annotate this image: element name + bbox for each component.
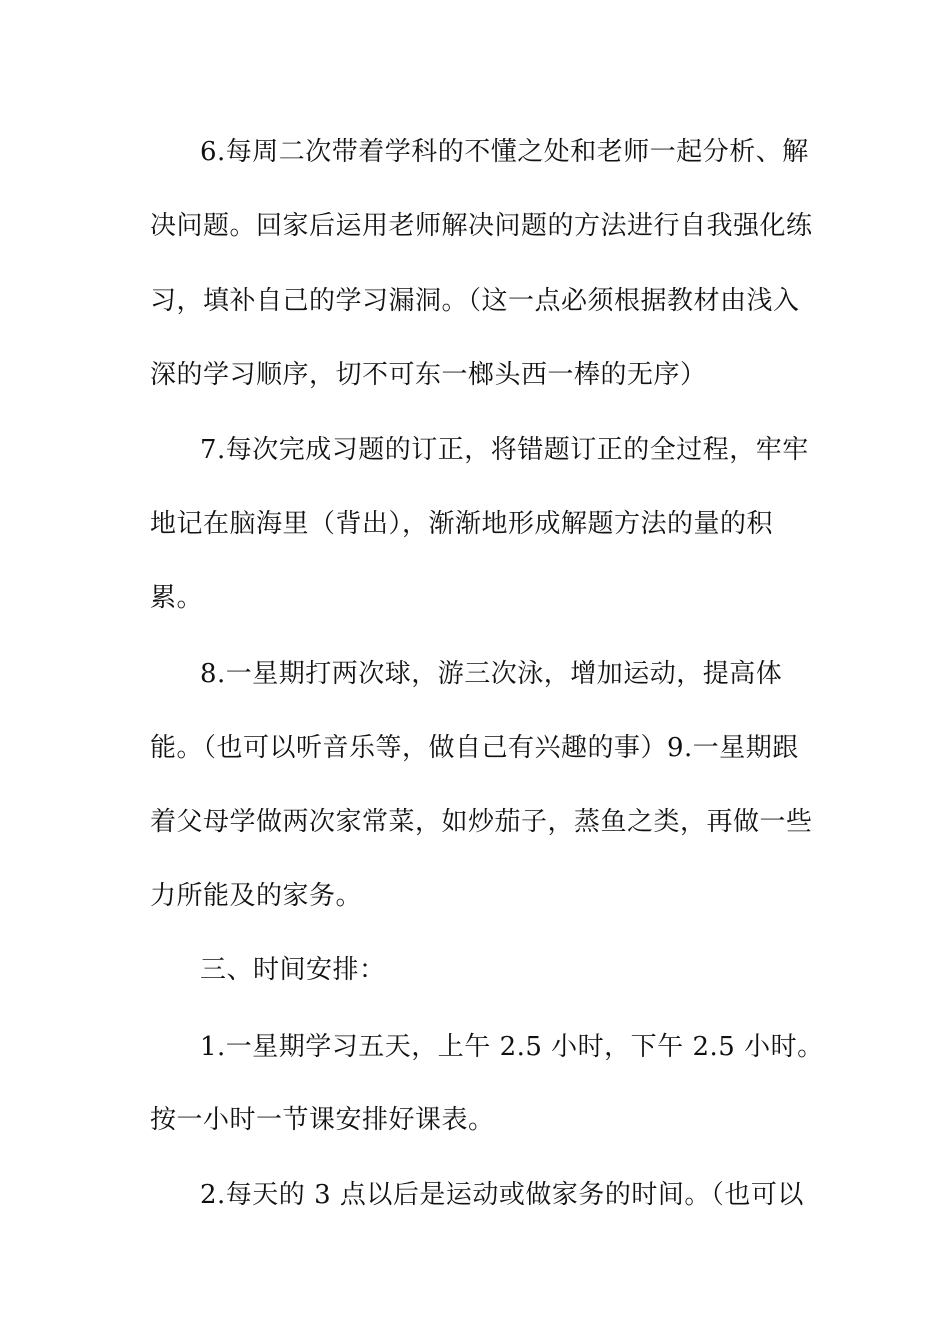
- text-line: 7.每次完成习题的订正，将错题订正的全过程，牢牢: [200, 435, 809, 465]
- text-line: 累。: [150, 583, 204, 613]
- text-line: 着父母学做两次家常菜，如炒茄子，蒸鱼之类，再做一些: [150, 807, 813, 837]
- text-line: 按一小时一节课安排好课表。: [150, 1105, 495, 1135]
- text-line: 能。（也可以听音乐等，做自己有兴趣的事）9.一星期跟: [150, 733, 799, 763]
- text-line: 习，填补自己的学习漏洞。（这一点必须根据教材由浅入: [150, 286, 800, 316]
- text-line: 力所能及的家务。: [150, 881, 363, 911]
- text-line: 6.每周二次带着学科的不懂之处和老师一起分析、解: [200, 137, 809, 167]
- text-line: 决问题。回家后运用老师解决问题的方法进行自我强化练: [150, 211, 813, 241]
- text-line: 1.一星期学习五天，上午 2.5 小时，下午 2.5 小时。: [200, 1032, 824, 1062]
- text-line: 8.一星期打两次球，游三次泳，增加运动，提高体: [200, 659, 783, 689]
- text-line: 深的学习顺序，切不可东一榔头西一棒的无序）: [150, 360, 707, 390]
- text-line: 2.每天的 3 点以后是运动或做家务的时间。（也可以: [200, 1180, 804, 1210]
- text-line: 地记在脑海里（背出），渐渐地形成解题方法的量的积: [150, 509, 774, 539]
- section-heading: 三、时间安排：: [200, 955, 386, 985]
